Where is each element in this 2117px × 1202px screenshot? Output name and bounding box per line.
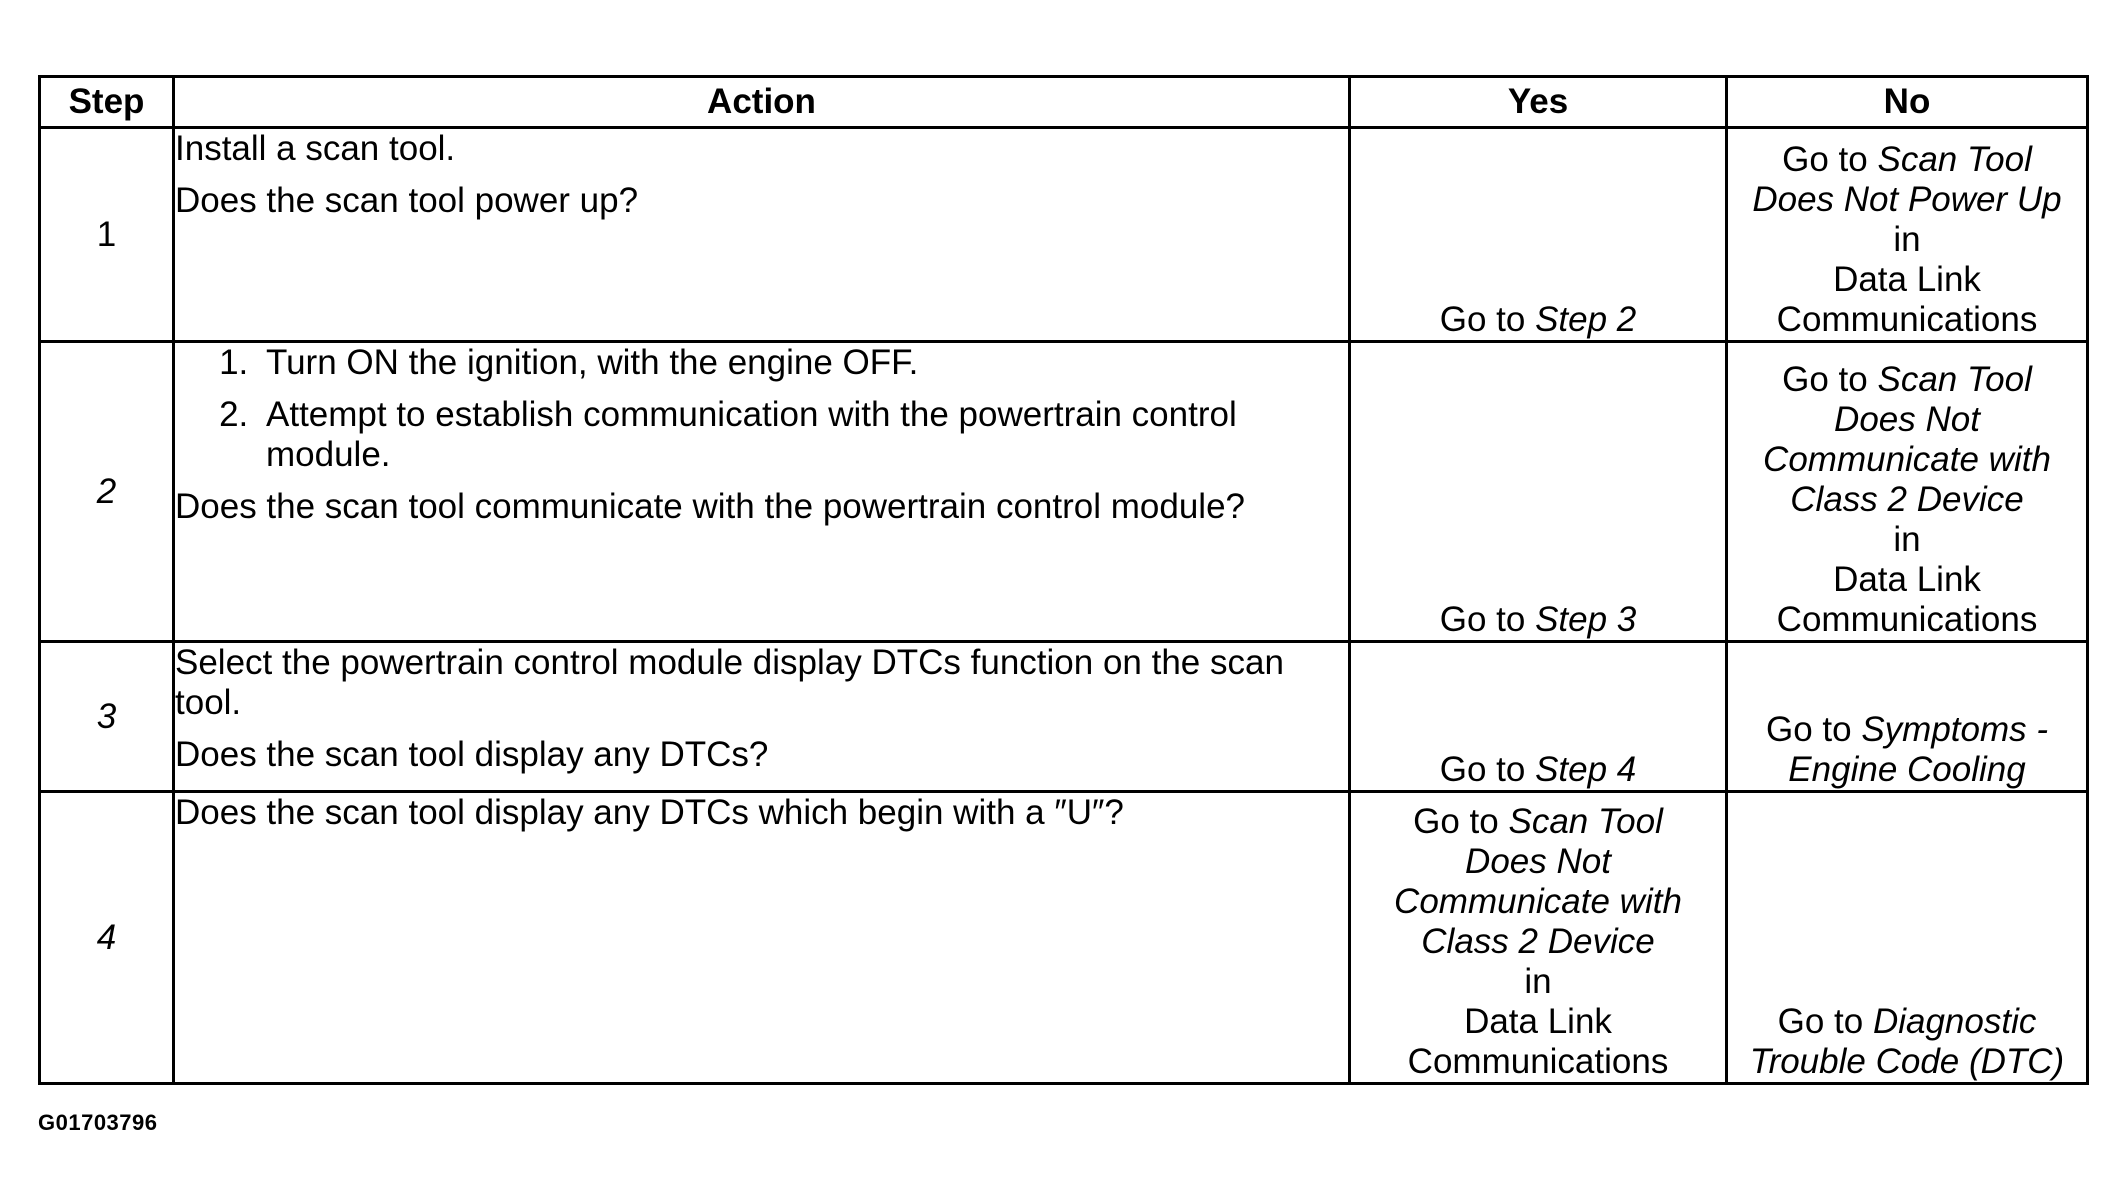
yes-cell xyxy=(1350,342,1727,642)
header-action: Action xyxy=(174,77,1350,128)
action-cell xyxy=(174,642,1350,792)
no-ref-link-part-1[interactable]: Diagnostic xyxy=(1872,1002,2037,1041)
no-in-label: in xyxy=(1893,220,1921,259)
yes-ref-link-part-1[interactable]: Scan Tool xyxy=(1508,802,1663,841)
no-prefix: Go to xyxy=(1777,1002,1873,1041)
action-question: Does the scan tool display any DTCs which begin with a ″U″? xyxy=(175,793,1124,832)
action-step-item: 1. Turn ON the ignition, with the engine OFF. xyxy=(258,343,1348,383)
yes-prefix: Go to xyxy=(1439,750,1536,789)
yes-ref-link-part-4[interactable]: Class 2 Device xyxy=(1421,922,1655,961)
yes-step-link[interactable]: Step 2 xyxy=(1535,300,1637,339)
no-cell xyxy=(1727,792,2088,1084)
no-ref-link-part-3[interactable]: Communicate with xyxy=(1763,440,2051,479)
table-row-step-1 xyxy=(40,128,2088,342)
action-instruction: Install a scan tool. xyxy=(175,129,456,168)
header-no: No xyxy=(1727,77,2088,128)
no-ref-link-part-2[interactable]: Trouble Code (DTC) xyxy=(1749,1042,2065,1081)
step-number: 1 xyxy=(40,128,174,342)
no-ref-link-part-1[interactable]: Scan Tool xyxy=(1877,360,2032,399)
action-question: Does the scan tool communicate with the powertrain control module? xyxy=(175,487,1245,526)
action-cell xyxy=(174,792,1350,1084)
yes-section-part-1: Data Link xyxy=(1464,1002,1612,1041)
step-number: 4 xyxy=(40,792,174,1084)
yes-ref-link-part-2[interactable]: Does Not xyxy=(1465,842,1611,881)
no-prefix: Go to xyxy=(1765,710,1862,749)
yes-prefix: Go to xyxy=(1439,600,1536,639)
no-cell xyxy=(1727,342,2088,642)
no-ref-link-part-4[interactable]: Class 2 Device xyxy=(1790,480,2024,519)
yes-step-link[interactable]: Step 3 xyxy=(1535,600,1637,639)
diagnostic-table-frame xyxy=(38,75,2086,1082)
no-section-part-1: Data Link xyxy=(1833,260,1981,299)
yes-in-label: in xyxy=(1524,962,1552,1001)
action-step-item: 2. Attempt to establish communication with the powertrain control module. xyxy=(258,395,1348,475)
no-section-part-2: Communications xyxy=(1776,300,2038,339)
header-step: Step xyxy=(40,77,174,128)
no-ref-link-part-1[interactable]: Symptoms - xyxy=(1861,710,2049,749)
yes-step-link[interactable]: Step 4 xyxy=(1535,750,1637,789)
yes-cell xyxy=(1350,128,1727,342)
step-number: 2 xyxy=(40,342,174,642)
header-yes: Yes xyxy=(1350,77,1727,128)
diagnostic-table xyxy=(38,75,2089,1085)
action-cell xyxy=(174,342,1350,642)
step-number: 3 xyxy=(40,642,174,792)
table-row-step-4 xyxy=(40,792,2088,1084)
table-row-step-3 xyxy=(40,642,2088,792)
yes-ref-link-part-3[interactable]: Communicate with xyxy=(1394,882,1682,921)
no-prefix: Go to xyxy=(1782,360,1878,399)
action-instruction: Select the powertrain control module display DTCs function on the scan tool. xyxy=(175,643,1284,722)
no-cell xyxy=(1727,128,2088,342)
no-section-part-1: Data Link xyxy=(1833,560,1981,599)
yes-prefix: Go to xyxy=(1439,300,1536,339)
figure-id: G01703796 xyxy=(38,1110,158,1135)
no-cell xyxy=(1727,642,2088,792)
action-cell xyxy=(174,128,1350,342)
yes-cell xyxy=(1350,642,1727,792)
no-ref-link-part-2[interactable]: Does Not Power Up xyxy=(1752,180,2062,219)
no-ref-link-part-2[interactable]: Engine Cooling xyxy=(1788,750,2026,789)
no-in-label: in xyxy=(1893,520,1921,559)
action-steps-list xyxy=(175,343,1348,475)
action-question: Does the scan tool display any DTCs? xyxy=(175,735,769,774)
no-ref-link-part-2[interactable]: Does Not xyxy=(1834,400,1980,439)
yes-cell xyxy=(1350,792,1727,1084)
no-section-part-2: Communications xyxy=(1776,600,2038,639)
yes-prefix: Go to xyxy=(1413,802,1509,841)
table-row-step-2 xyxy=(40,342,2088,642)
no-prefix: Go to xyxy=(1782,140,1878,179)
no-ref-link-part-1[interactable]: Scan Tool xyxy=(1877,140,2032,179)
action-question: Does the scan tool power up? xyxy=(175,181,639,220)
yes-section-part-2: Communications xyxy=(1407,1042,1669,1081)
header-row xyxy=(40,77,2088,128)
